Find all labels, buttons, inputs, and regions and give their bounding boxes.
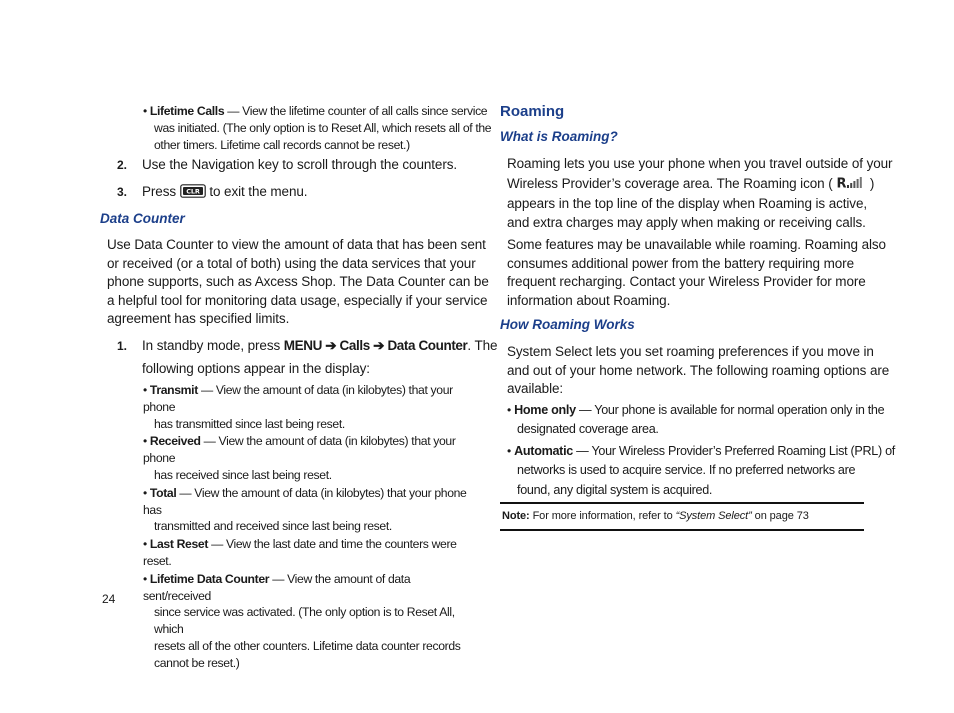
bullet-text: since service was activated. (The only option is to Reset All, which	[154, 605, 455, 637]
bullet-text: — View the last date and time the counters were reset.	[143, 537, 457, 568]
data-counter-heading: Data Counter	[100, 211, 185, 226]
bullet-text: cannot be reset.)	[154, 655, 240, 670]
paragraph-line: )	[869, 175, 875, 191]
bullet-term: Lifetime Data Counter	[149, 571, 270, 586]
bullet-text: — View the amount of data (in kilobytes) that your phone has	[143, 485, 467, 517]
note-text: For more information, refer to	[529, 510, 676, 522]
bullet-dot: •	[143, 383, 147, 397]
bullet-dot: •	[507, 443, 511, 458]
note-label: Note:	[502, 510, 530, 522]
paragraph-line: and out of your home network. The following roaming options are	[507, 362, 890, 378]
step-3	[117, 183, 307, 204]
roaming-signal-icon	[836, 174, 866, 196]
bullet-text: — View the amount of data (in kilobytes) that your phone	[143, 383, 453, 414]
bullet-text: has received since last being reset.	[154, 467, 332, 482]
option-last-reset	[143, 536, 473, 570]
paragraph-line: a helpful tool for monitoring data usage, especially if your service	[107, 292, 488, 308]
bullet-term: Lifetime Calls	[149, 104, 225, 118]
bullet-text: — View the amount of data sent/received	[143, 571, 411, 603]
option-automatic	[507, 442, 895, 500]
paragraph-line: System Select lets you set roaming preferences if you move in	[507, 344, 874, 359]
paragraph-line: available:	[507, 381, 564, 397]
what-is-roaming-heading: What is Roaming?	[500, 129, 618, 144]
data-counter-paragraph	[107, 236, 489, 329]
bullet-text: — View the lifetime counter of all calls since service	[224, 104, 488, 118]
paragraph-line: Use Data Counter to view the amount of data that has been sent	[107, 237, 486, 252]
bullet-text: — View the amount of data (in kilobytes) that your phone	[143, 434, 456, 466]
how-roaming-works-paragraph	[507, 343, 889, 399]
bullet-text: networks is used to acquire service. If no preferred networks are	[517, 463, 856, 478]
roaming-heading: Roaming	[500, 103, 565, 120]
bullet-dot: •	[143, 485, 147, 500]
step-number: 3.	[117, 185, 127, 199]
bullet-text: — Your phone is available for normal operation only in the	[575, 403, 885, 417]
bullet-dot: •	[507, 403, 511, 417]
note-reference-link[interactable]: “System Select”	[675, 510, 752, 522]
paragraph-line: appears in the top line of the display when Roaming is active,	[507, 196, 868, 212]
step-number: 2.	[117, 158, 127, 172]
bullet-text: transmitted and received since last being reset.	[154, 519, 392, 534]
bullet-text: found, any digital system is acquired.	[517, 482, 713, 497]
step-number: 1.	[117, 339, 127, 353]
what-is-roaming-paragraph-2	[507, 236, 886, 310]
bullet-text: other timers. Lifetime call records cannot be reset.)	[154, 137, 410, 152]
step-text: . The	[467, 338, 498, 353]
menu-path: MENU ➔ Calls ➔ Data Counter	[283, 338, 468, 353]
bullet-text: resets all of the other counters. Lifetime data counter records	[154, 638, 461, 653]
note	[502, 509, 809, 524]
bullet-text: was initiated. (The only option is to Reset All, which resets all of the	[154, 120, 492, 135]
step-text: following options appear in the display:	[142, 360, 370, 376]
paragraph-line: Roaming lets you use your phone when you travel outside of your	[507, 156, 893, 171]
note-top-rule	[500, 502, 864, 504]
bullet-dot: •	[143, 537, 147, 552]
step-text: Press	[142, 184, 177, 199]
paragraph-line: Some features may be unavailable while roaming. Roaming also	[507, 237, 886, 252]
paragraph-line: consumes additional power from the battery requiring more	[507, 255, 854, 271]
bullet-term: Received	[149, 434, 201, 449]
paragraph-line: and extra charges may apply when making or receiving calls.	[507, 214, 866, 230]
step-text: Use the Navigation key to scroll through the counters.	[142, 157, 458, 172]
step-1	[117, 335, 497, 380]
note-text: on page 73	[751, 510, 809, 522]
bullet-term: Transmit	[149, 383, 198, 397]
svg-text:CLR: CLR	[185, 187, 200, 196]
lifetime-calls-bullet	[143, 103, 491, 153]
bullet-text: has transmitted since last being reset.	[154, 416, 345, 431]
what-is-roaming-paragraph-1	[507, 155, 892, 232]
paragraph-line: frequent recharging. Contact your Wireless Provider for more	[507, 274, 866, 290]
paragraph-line: or received (or a total of both) using the data services that your	[107, 255, 476, 271]
option-lifetime-data-counter	[143, 571, 473, 672]
roaming-options	[507, 401, 895, 500]
data-counter-options	[143, 382, 473, 672]
note-bottom-rule	[500, 529, 864, 531]
bullet-dot: •	[143, 571, 147, 586]
step-text: In standby mode, press	[142, 338, 281, 353]
bullet-term: Total	[149, 485, 177, 500]
option-total	[143, 485, 473, 535]
svg-text:R: R	[836, 176, 847, 190]
clr-key-icon	[180, 184, 206, 204]
paragraph-line: information about Roaming.	[507, 292, 671, 308]
step-2	[117, 156, 457, 175]
bullet-dot: •	[143, 434, 147, 449]
paragraph-line: phone supports, such as Axcess Shop. The Data Counter can be	[107, 274, 489, 290]
bullet-term: Last Reset	[149, 537, 209, 552]
page-number: 24	[102, 592, 116, 606]
bullet-term: Automatic	[514, 443, 573, 458]
paragraph-line: agreement has specified limits.	[107, 311, 290, 327]
option-transmit	[143, 382, 473, 432]
option-received	[143, 433, 473, 483]
step-text: to exit the menu.	[209, 184, 308, 199]
option-home-only	[507, 401, 895, 440]
paragraph-line: Wireless Provider’s coverage area. The Roaming icon (	[507, 175, 833, 191]
bullet-term: Home only	[514, 403, 576, 417]
bullet-dot: •	[143, 104, 147, 118]
bullet-text: designated coverage area.	[517, 422, 659, 437]
bullet-text: — Your Wireless Provider’s Preferred Roaming List (PRL) of	[572, 443, 895, 458]
how-roaming-works-heading: How Roaming Works	[500, 317, 635, 332]
